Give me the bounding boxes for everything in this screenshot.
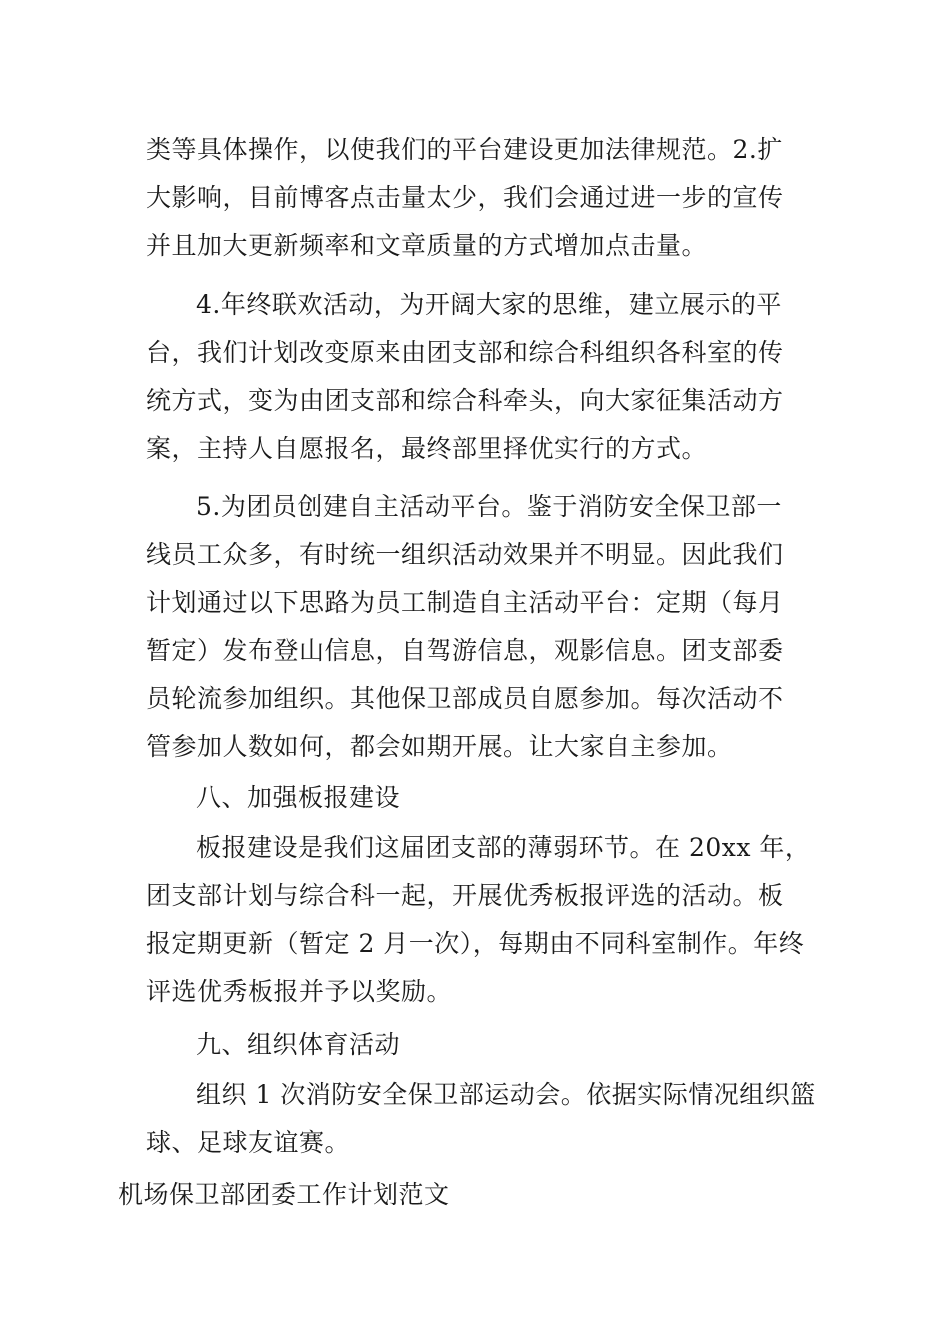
section-heading: 八、加强板报建设 (196, 783, 401, 812)
text-line: 团支部计划与综合科一起，开展优秀板报评选的活动。板 (146, 881, 784, 910)
text-line: 案，主持人自愿报名，最终部里择优实行的方式。 (146, 434, 708, 463)
document-title: 机场保卫部团委工作计划范文 (118, 1180, 450, 1209)
section-heading: 九、组织体育活动 (196, 1030, 401, 1059)
text-line: 球、足球友谊赛。 (146, 1128, 351, 1157)
text-line: 计划通过以下思路为员工制造自主活动平台：定期（每月 (146, 588, 784, 617)
text-line: 4.年终联欢活动，为开阔大家的思维，建立展示的平 (196, 290, 782, 319)
text-line: 类等具体操作，以使我们的平台建设更加法律规范。2.扩 (146, 135, 783, 164)
text-line: 暂定）发布登山信息，自驾游信息，观影信息。团支部委 (146, 636, 784, 665)
text-line: 员轮流参加组织。其他保卫部成员自愿参加。每次活动不 (146, 684, 784, 713)
text-line: 评选优秀板报并予以奖励。 (146, 977, 453, 1006)
text-line: 板报建设是我们这届团支部的薄弱环节。在 20xx 年， (196, 833, 811, 862)
text-line: 报定期更新（暂定 2 月一次），每期由不同科室制作。年终 (146, 929, 805, 958)
text-line: 并且加大更新频率和文章质量的方式增加点击量。 (146, 231, 708, 260)
text-line: 5.为团员创建自主活动平台。鉴于消防安全保卫部一 (196, 492, 782, 521)
text-line: 管参加人数如何，都会如期开展。让大家自主参加。 (146, 732, 733, 761)
text-line: 组织 1 次消防安全保卫部运动会。依据实际情况组织篮 (196, 1080, 816, 1109)
text-line: 线员工众多，有时统一组织活动效果并不明显。因此我们 (146, 540, 784, 569)
text-line: 大影响，目前博客点击量太少，我们会通过进一步的宣传 (146, 183, 784, 212)
text-line: 台，我们计划改变原来由团支部和综合科组织各科室的传 (146, 338, 784, 367)
text-line: 统方式，变为由团支部和综合科牵头，向大家征集活动方 (146, 386, 784, 415)
